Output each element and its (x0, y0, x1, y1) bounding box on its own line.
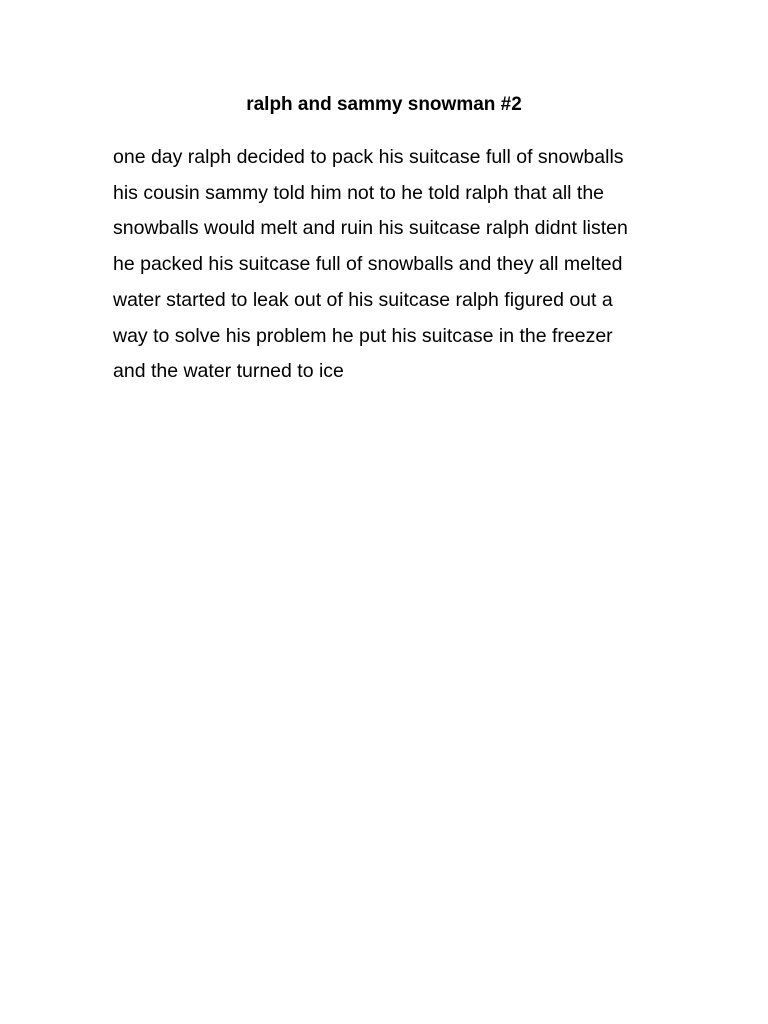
story-line: snowballs would melt and ruin his suitcase ralph didnt listen (113, 217, 628, 240)
story-line: one day ralph decided to pack his suitcase full of snowballs (113, 146, 624, 168)
story-line: and the water turned to ice (113, 360, 344, 383)
document-title: ralph and sammy snowman #2 (246, 94, 522, 115)
story-body (113, 140, 673, 390)
story-line: water started to leak out of his suitcase ralph figured out a (113, 288, 613, 311)
story-line: he packed his suitcase full of snowballs and they all melted (113, 253, 623, 276)
story-line: way to solve his problem he put his suitcase in the freezer (113, 324, 613, 347)
story-line: his cousin sammy told him not to he told ralph that all the (113, 181, 605, 204)
